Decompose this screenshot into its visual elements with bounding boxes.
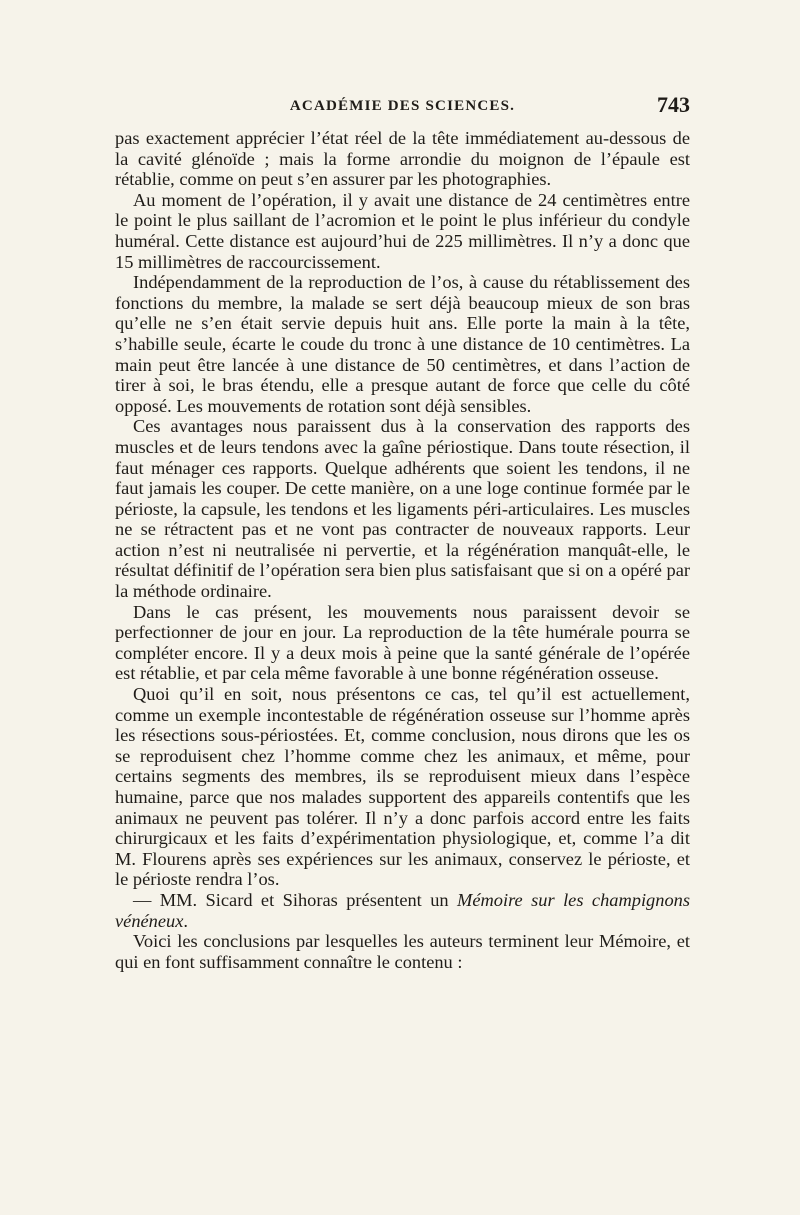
notice-suffix: . <box>183 910 189 931</box>
page-header <box>115 92 690 124</box>
paragraph-function: Indépendamment de la reproduction de l’os, à cause du rétablissement des fonctions du membre, la malade se sert déjà beaucoup mieux de son bras qu’elle ne s’en était servie depuis huit ans. Elle porte la main à la tête, s’habille seule, écarte le coude du tronc à une distance de 10 centimètres. La main peut être lancée à une distance de 50 centimètres, et dans l’action de tirer à soi, le bras étendu, elle a presque autant de force que celle du côté opposé. Les mouvements de rotation sont déjà sensibles. <box>115 272 690 416</box>
paragraph-continuation: pas exactement apprécier l’état réel de la tête immédiatement au-dessous de la cavité glénoïde ; mais la forme arrondie du moignon de l’épaule est rétablie, comme on peut s’en assurer par les photographies. <box>115 128 690 190</box>
paragraph-closing: Voici les conclusions par lesquelles les auteurs terminent leur Mémoire, et qui en font suffisamment connaître le contenu : <box>115 931 690 972</box>
paragraph-measurement: Au moment de l’opération, il y avait une distance de 24 centimètres entre le point le plus saillant de l’acromion et le point le plus inférieur du condyle huméral. Cette distance est aujourd’hui de 225 millimètres. Il n’y a donc que 15 millimètres de raccourcissement. <box>115 189 690 272</box>
paragraph-conclusion: Quoi qu’il en soit, nous présentons ce cas, tel qu’il est actuellement, comme un exemple incontestable de régénération osseuse sur l’homme après les résections sous-périostées. Et, comme conclusion, nous dirons que les os se reproduisent chez l’homme comme chez les animaux, et même, pour certains segments des membres, ils se reproduisent mieux dans l’espèce humaine, parce que nos malades supportent des appareils contentifs que les animaux ne peuvent pas tolérer. Il n’y a donc parfois accord entre les faits chirurgicaux et les faits d’expérimentation physiologique, et, comme l’a dit M. Flourens après ses expériences sur les animaux, conservez le périoste, et le périoste rendra l’os. <box>115 684 690 890</box>
page-number: 743 <box>657 92 690 117</box>
notice-prefix: — MM. Sicard et Sihoras présentent un <box>133 889 458 910</box>
paragraph-present-case: Dans le cas présent, les mouvements nous paraissent devoir se perfectionner de jour en jour. La reproduction de la tête humérale pourra se compléter encore. Il y a deux mois à peine que la santé générale de l’opérée est rétablie, et par cela même favorable à une bonne régénération osseuse. <box>115 601 690 684</box>
body-text <box>115 128 690 972</box>
notice-memoir-title: Mémoire sur les champignons vénéneux <box>115 889 690 931</box>
paragraph-notice <box>115 890 690 931</box>
running-title: ACADÉMIE DES SCIENCES. <box>289 98 516 114</box>
paragraph-advantages: Ces avantages nous paraissent dus à la conservation des rapports des muscles et de leurs tendons avec la gaîne périostique. Dans toute résection, il faut ménager ces rapports. Quelque adhérents que soient les tendons, il ne faut jamais les couper. De cette manière, on a une loge continue formée par le périoste, la capsule, les tendons et les ligaments péri-articulaires. Les muscles ne se rétractent pas et ne vont pas contracter de nouveaux rapports. Leur action n’est ni neutralisée ni pervertie, et la régénération manquât-elle, le résultat définitif de l’opération sera bien plus satisfaisant que si on a opéré par la méthode ordinaire. <box>115 416 690 602</box>
